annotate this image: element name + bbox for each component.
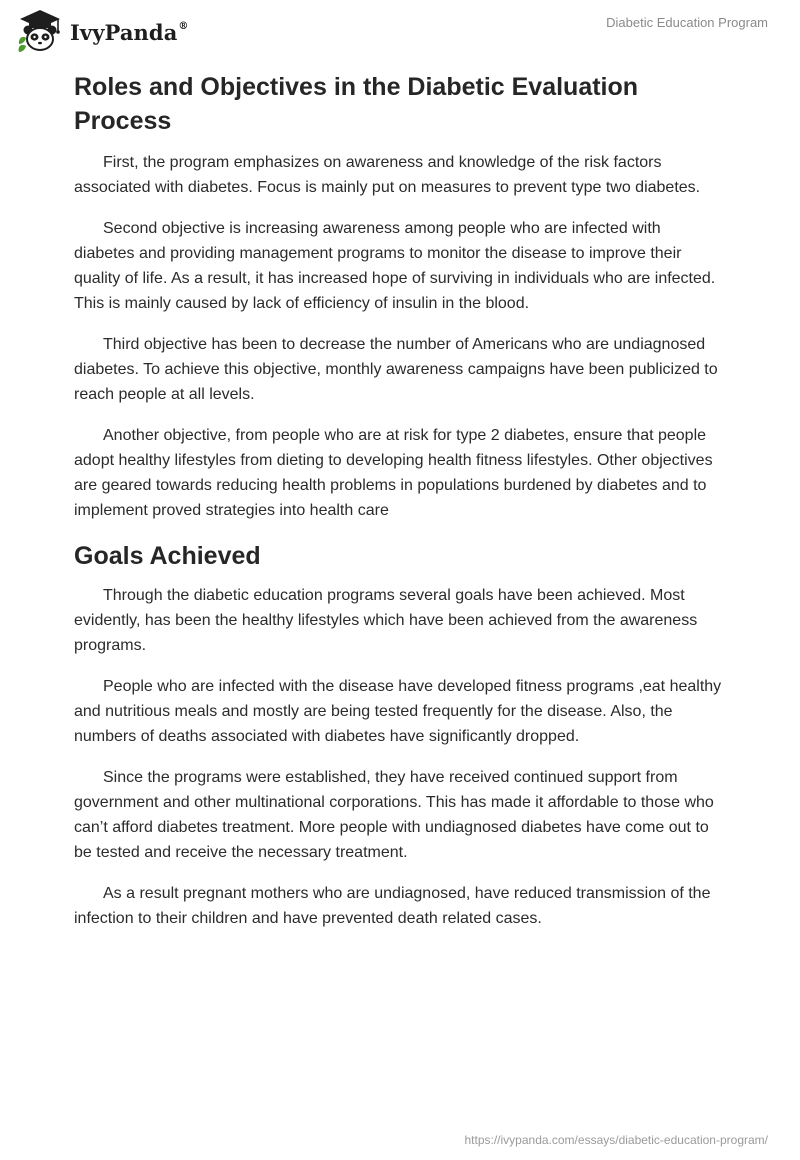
paragraph: Another objective, from people who are at risk for type 2 diabetes, ensure that people adopt healthy lifestyles from dieting to developing health fitness lifestyles. Other objectives are geared towards reducing health problems in populations burdened by diabetes and to implement proved strategies into health care (74, 427, 713, 519)
paragraph: People who are infected with the disease have developed fitness programs ,eat healthy and nutritious meals and mostly are being tested frequently for the disease. Also, the numbers of deaths associated with diabetes have significantly dropped. (74, 678, 722, 745)
essay-content (74, 70, 724, 947)
paragraph: Through the diabetic education programs several goals have been achieved. Most evidently, has been the healthy lifestyles which have been achieved from the awareness programs. (74, 587, 698, 654)
source-url[interactable]: https://ivypanda.com/essays/diabetic-education-program/ (464, 1133, 768, 1147)
ivypanda-logo[interactable] (16, 8, 189, 54)
paragraph: As a result pregnant mothers who are undiagnosed, have reduced transmission of the infection to their children and have prevented death related cases. (74, 885, 711, 927)
document-title: Diabetic Education Program (606, 15, 768, 30)
paragraph: Third objective has been to decrease the number of Americans who are undiagnosed diabetes. To achieve this objective, monthly awareness campaigns have been publicized to reach people at all levels. (74, 336, 718, 403)
panda-graduation-cap-logo-icon (16, 8, 64, 54)
paragraph: First, the program emphasizes on awareness and knowledge of the risk factors associated with diabetes. Focus is mainly put on measures to prevent type two diabetes. (74, 154, 701, 196)
paragraph: Second objective is increasing awareness among people who are infected with diabetes and providing management programs to monitor the disease to improve their quality of life. As a result, it has increased hope of surviving in individuals who are infected. This is mainly caused by lack of efficiency of insulin in the blood. (74, 220, 716, 312)
section-heading: Roles and Objectives in the Diabetic Evaluation Process (74, 73, 639, 135)
page-header (0, 0, 800, 60)
paragraph: Since the programs were established, they have received continued support from government and other multinational corporations. This has made it affordable to those who can’t afford diabetes treatment. More people with undiagnosed diabetes have come out to be tested and receive the necessary treatment. (74, 769, 714, 861)
brand-name: IvyPanda® (70, 19, 189, 45)
section-heading: Goals Achieved (74, 542, 261, 570)
